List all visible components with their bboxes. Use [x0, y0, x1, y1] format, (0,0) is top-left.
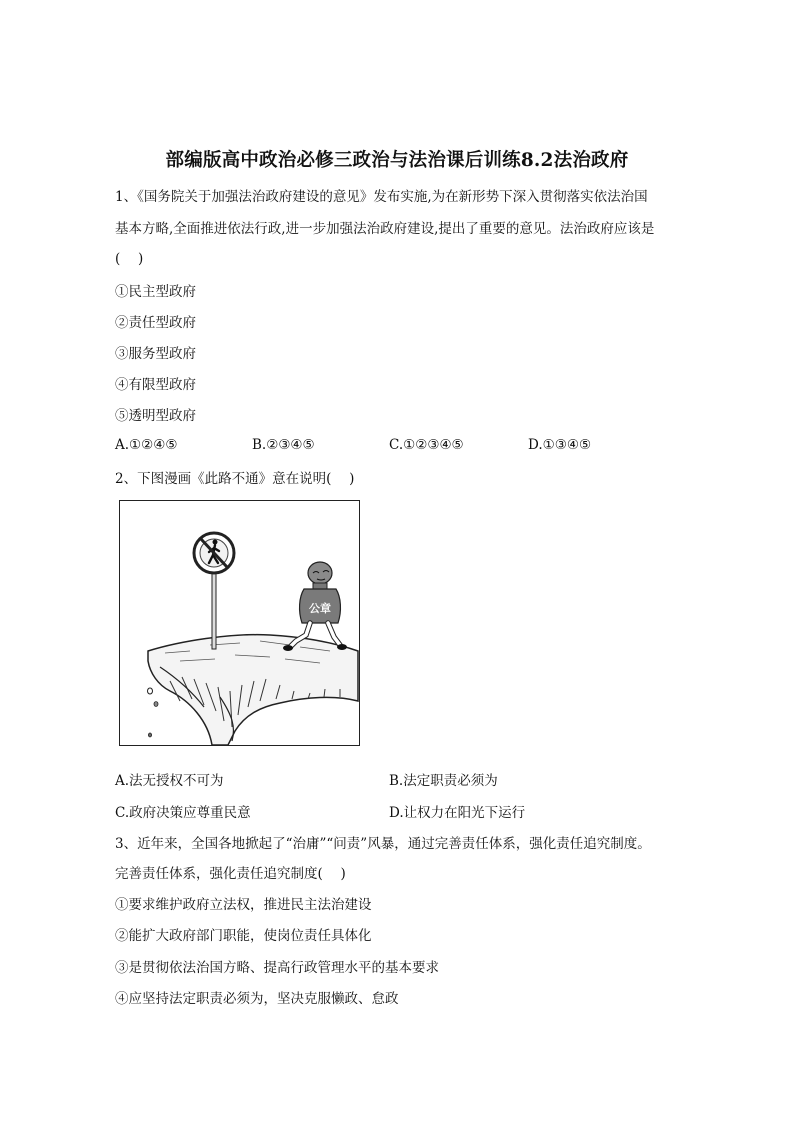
q2-option-d[interactable]: D.让权力在阳光下运行 — [389, 805, 526, 821]
q1-option-c[interactable]: C.①②③④⑤ — [389, 437, 464, 453]
q1-item-1: ①民主型政府 — [115, 284, 196, 300]
q1-item-5: ⑤透明型政府 — [115, 408, 196, 424]
q3-item-2: ②能扩大政府部门职能，使岗位责任具体化 — [115, 928, 372, 944]
no-pedestrian-sign-icon — [194, 533, 234, 573]
q3-item-1: ①要求维护政府立法权，推进民主法治建设 — [115, 897, 372, 913]
q2-option-c[interactable]: C.政府决策应尊重民意 — [115, 805, 251, 821]
q1-item-2: ②责任型政府 — [115, 315, 196, 331]
q3-item-4: ④应坚持法定职责必须为，坚决克服懒政、怠政 — [115, 991, 399, 1007]
q2-option-b[interactable]: B.法定职责必须为 — [389, 773, 498, 789]
q1-item-4: ④有限型政府 — [115, 377, 196, 393]
q3-item-3: ③是贯彻依法治国方略、提高行政管理水平的基本要求 — [115, 960, 439, 976]
seal-text: 公章 — [309, 602, 331, 615]
q2-options-row-1 — [115, 769, 715, 789]
q2-options-row-2 — [115, 801, 715, 821]
q1-option-d[interactable]: D.①③④⑤ — [528, 437, 592, 453]
q1-stem-line-1: 1、《国务院关于加强法治政府建设的意见》发布实施,为在新形势下深入贯彻落实依法治国 — [115, 189, 648, 205]
q1-options — [115, 437, 715, 457]
q1-item-3: ③服务型政府 — [115, 346, 196, 362]
q2-option-a[interactable]: A.法无授权不可为 — [115, 773, 224, 789]
q1-stem-line-2: 基本方略,全面推进依法行政,进一步加强法治政府建设,提出了重要的意见。法治政府应该是 — [115, 221, 655, 237]
q3-stem-line-2: 完善责任体系，强化责任追究制度( ) — [115, 866, 346, 882]
q1-option-b[interactable]: B.②③④⑤ — [252, 437, 315, 453]
document-title: 部编版高中政治必修三政治与法治课后训练8.2法治政府 — [165, 150, 629, 171]
q3-stem-line-1: 3、近年来，全国各地掀起了“治庸”“问责”风暴，通过完善责任体系，强化责任追究制度。 — [115, 836, 651, 852]
cartoon-illustration — [120, 501, 359, 745]
q2-stem: 2、下图漫画《此路不通》意在说明( ) — [115, 471, 355, 487]
q1-stem-line-3: ( ) — [115, 251, 144, 267]
cartoon-figure — [119, 500, 360, 746]
q1-option-a[interactable]: A.①②④⑤ — [115, 437, 178, 453]
